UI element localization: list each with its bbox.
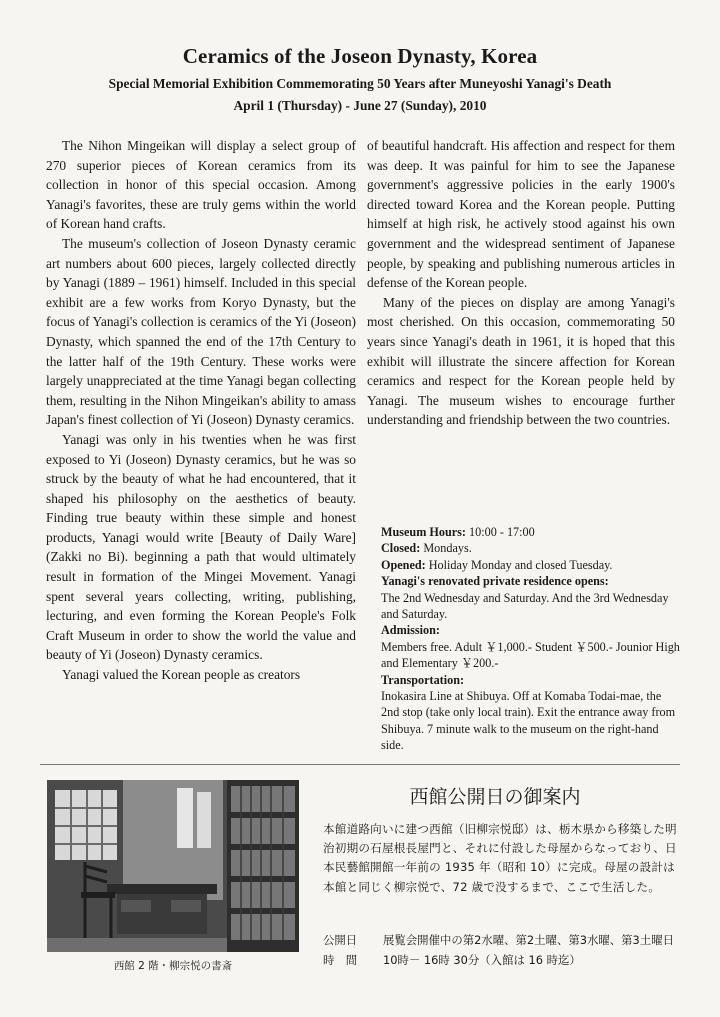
photo-caption: 西館 2 階・柳宗悦の書斎 — [113, 960, 233, 972]
info-admission-value: Members free. Adult ￥1,000.- Student ￥500.- Jounior High and Elementary ￥200.- — [381, 639, 680, 671]
info-transport-label: Transportation: — [381, 672, 465, 687]
info-residence-label: Yanagi's renovated private residence opens: — [381, 574, 609, 589]
study-room-photo — [47, 780, 299, 952]
japanese-paragraph: 本館道路向いに建つ西館（旧柳宗悦邸）は、栃木県から移築した明治初期の石屋根長屋門と、それに付設した母屋からなっており、日本民藝館開館一年前の 1935 年（昭和 10）に完成。母屋の設計は本館と同じく柳宗悦で、72 歳で没するまで、ここで生活した。 — [323, 822, 677, 894]
japanese-section-body — [323, 820, 683, 897]
info-hours-value: 10:00 - 17:00 — [465, 525, 535, 539]
article-paragraph: of beautiful handcraft. His affection and respect for them was deep. It was painful for him to see the Japanese government's aggressive policies in the early 1900's directed toward Korea and the Korean people. Putting himself at high risk, he actively stood against his own government and the widespread sentiment of Japanese people, by speaking and publishing numerous articles in defense of the Korean people. — [367, 138, 675, 291]
article-paragraph: Many of the pieces on display are among Yanagi's most cherished. On this occasion, commemorating 50 years since Yanagi's death in 1961, it is hoped that this exhibit will illustrate the sincere affection for Korean ceramics and respect for the Korean people held by Yanagi. The museum wishes to encourage further understanding and friendship between the two countries. — [367, 294, 675, 428]
japanese-section-title: 西館公開日の御案内 — [409, 786, 581, 808]
article-paragraph: The Nihon Mingeikan will display a select group of 270 superior pieces of Korean ceramics from its collection in honor of this special occasion. Among Yanagi's favorites, these are truly gems within the world of Korean hand crafts. — [46, 138, 356, 232]
japanese-open-label: 公開日 — [323, 933, 358, 947]
section-divider — [40, 764, 680, 765]
japanese-open-hours — [323, 950, 693, 970]
japanese-open-days — [323, 930, 693, 950]
japanese-time-value: 10時－ 16時 30分（入館は 16 時迄） — [383, 953, 581, 967]
page-subtitle: Special Memorial Exhibition Commemorating 50 Years after Muneyoshi Yanagi's Death — [108, 76, 612, 91]
japanese-schedule — [323, 930, 693, 970]
info-residence-value: The 2nd Wednesday and Saturday. And the 3rd Wednesday and Saturday. — [381, 590, 669, 622]
info-closed — [381, 540, 681, 556]
japanese-time-label: 時 間 — [323, 953, 358, 967]
info-hours-label: Museum Hours: — [381, 525, 466, 539]
article-column-left — [46, 136, 356, 685]
info-hours — [381, 524, 681, 540]
info-opened-value: Holiday Monday and closed Tuesday. — [425, 557, 613, 572]
article-paragraph: Yanagi was only in his twenties when he was first exposed to Yi (Joseon) Dynasty ceramics, but he was so struck by the beauty of what he had encountered, that it shaped his philosophy on the aesthetics of beauty. Finding true beauty within these simple and honest products, Yanagi would write [Beauty of Daily Ware](Zakki no Bi). beginning a path that would ultimately result in formation of the Mingei Movement. Yanagi spent several years collecting, writing, publishing, lecturing, and even forming the Korean People's Folk Craft Museum in order to show the world the value and beauty of Yi (Joseon) Dynasty ceramics. — [46, 431, 356, 663]
exhibition-dates: April 1 (Thursday) - June 27 (Sunday), 2010 — [233, 98, 487, 113]
info-opened — [381, 557, 681, 573]
info-transport-value: Inokasira Line at Shibuya. Off at Komaba Todai-mae, the 2nd stop (take only local train). Exit the entrance away from Shibuya. 7 minute walk to the museum on the right-hand side. — [381, 689, 676, 753]
article-column-right — [367, 136, 675, 430]
article-paragraph: Yanagi valued the Korean people as creators — [62, 667, 301, 683]
page-title: Ceramics of the Joseon Dynasty, Korea — [182, 44, 538, 68]
info-opened-label: Opened: — [381, 557, 426, 572]
info-closed-value: Mondays. — [420, 541, 472, 556]
info-closed-label: Closed: — [381, 541, 421, 556]
article-paragraph: The museum's collection of Joseon Dynasty ceramic art numbers about 600 pieces, largely collected directly by Yanagi (1889 – 1961) himself. Included in this special exhibit are a few works from Koryo Dynasty, but the focus of Yanagi's collection is ceramics of the Yi (Joseon) Dynasty, which spanned the end of the 17th Century to the latter half of the 19th Century. These works were largely unappreciated at the time Yanagi began collecting them, resulting in the Nihon Mingeikan's ability to amass Japan's finest collection of Yi (Joseon) Dynasty ceramics. — [46, 235, 356, 428]
info-admission-label: Admission: — [381, 623, 440, 638]
visitor-info — [381, 524, 681, 754]
japanese-open-value: 展覧会開催中の第2水曜、第2土曜、第3水曜、第3土曜日 — [383, 933, 674, 947]
